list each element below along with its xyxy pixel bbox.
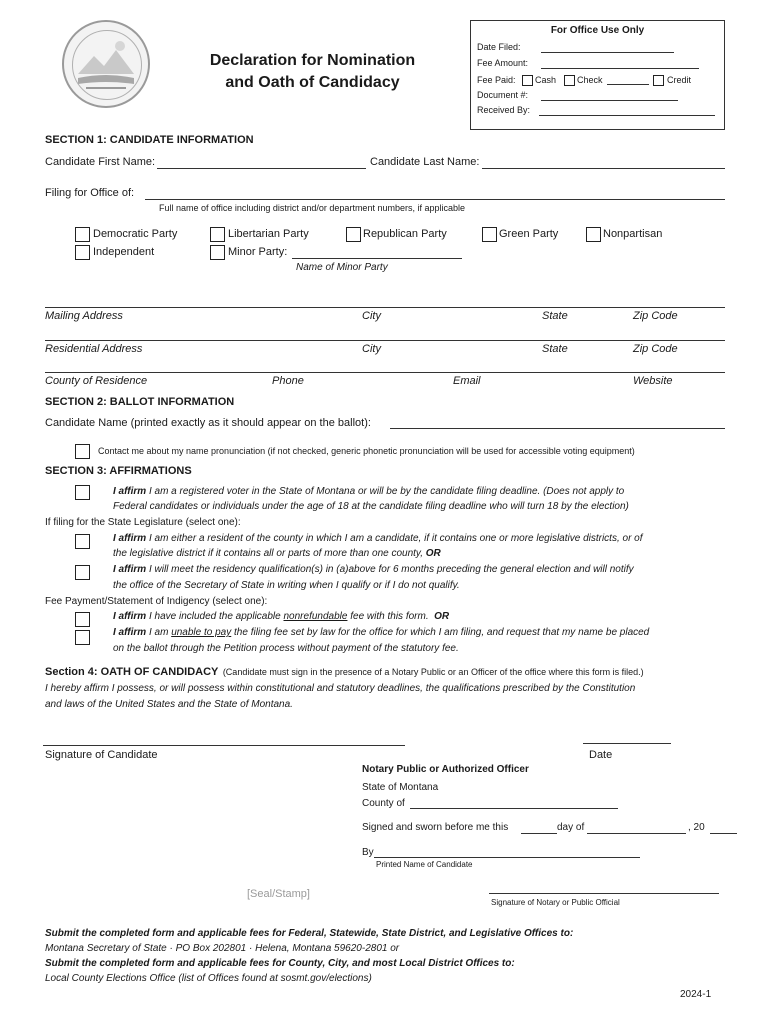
county-label: County of Residence — [45, 375, 148, 387]
by-label: By — [362, 847, 374, 858]
affirm-indigency-l2: on the ballot through the Petition process without payment of the statutory fee. — [113, 643, 459, 654]
last-name-field[interactable] — [482, 168, 725, 169]
section4-heading-row — [45, 662, 644, 680]
affirm-indigency-unable: unable to pay — [171, 627, 232, 638]
affirm-voter-bold: I affirm — [113, 486, 147, 497]
form-version: 2024-1 — [680, 989, 712, 1000]
last-name-label: Candidate Last Name: — [370, 156, 480, 168]
printed-name-field[interactable] — [374, 857, 640, 858]
section4-note: (Candidate must sign in the presence of a Notary Public or an Officer of the office where this form is filed.) — [222, 667, 644, 677]
affirm-indigency-checkbox[interactable] — [75, 630, 90, 645]
affirm-resident-checkbox[interactable] — [75, 534, 90, 549]
mailing-zip-label: Zip Code — [633, 310, 678, 322]
affirm-fee-bold: I affirm — [113, 611, 147, 622]
libertarian-label: Libertarian Party — [228, 228, 309, 240]
credit-label: Credit — [667, 75, 692, 85]
sworn-month-field[interactable] — [587, 833, 686, 834]
fee-payment-label: Fee Payment/Statement of Indigency (select one): — [45, 596, 268, 607]
affirm-fee-checkbox[interactable] — [75, 612, 90, 627]
oath-line-1: I hereby affirm I possess, or will possess within constitutional and statutory deadlines, the qualifications prescribed by the Constitution — [45, 683, 636, 694]
title-line-1: Declaration for Nomination — [209, 52, 416, 69]
check-checkbox[interactable] — [564, 75, 575, 86]
democratic-checkbox[interactable] — [75, 227, 90, 242]
candidate-signature-field[interactable] — [43, 745, 405, 746]
date-filed-label: Date Filed: — [477, 42, 521, 52]
printed-name-label: Printed Name of Candidate — [376, 860, 473, 869]
form-title — [200, 50, 425, 94]
residential-state-label: State — [542, 343, 568, 355]
credit-checkbox[interactable] — [653, 75, 664, 86]
republican-label: Republican Party — [363, 228, 447, 240]
minor-party-field[interactable] — [292, 258, 462, 259]
title-line-2: and Oath of Candidacy — [225, 74, 400, 91]
nonpartisan-label: Nonpartisan — [603, 228, 663, 240]
affirm-resident-or: OR — [425, 548, 441, 559]
filing-office-label: Filing for Office of: — [45, 187, 135, 199]
office-use-heading: For Office Use Only — [550, 25, 645, 36]
county-of-label: County of — [362, 798, 405, 809]
office-use-box — [470, 20, 725, 130]
independent-checkbox[interactable] — [75, 245, 90, 260]
cash-label: Cash — [535, 75, 557, 85]
affirm-fee-pre: I have included the applicable — [146, 611, 284, 622]
sworn-day-field[interactable] — [521, 833, 557, 834]
received-by-field[interactable] — [539, 115, 715, 116]
affirm-qualify-bold: I affirm — [113, 564, 147, 575]
footer-line-3: Submit the completed form and applicable fees for County, City, and most Local District Offices to: — [45, 958, 515, 969]
mailing-address-label: Mailing Address — [45, 310, 123, 322]
footer-line-1: Submit the completed form and applicable fees for Federal, Statewide, State District, and Legislative Offices to: — [45, 928, 574, 939]
phone-label: Phone — [272, 375, 304, 387]
oath-line-2: and laws of the United States and the State of Montana. — [45, 699, 293, 710]
first-name-label: Candidate First Name: — [45, 156, 156, 168]
green-checkbox[interactable] — [482, 227, 497, 242]
email-label: Email — [453, 375, 481, 387]
affirm-fee-or: OR — [434, 611, 450, 622]
notary-signature-label: Signature of Notary or Public Official — [491, 898, 620, 907]
signature-date-field[interactable] — [583, 743, 671, 744]
residential-zip-label: Zip Code — [633, 343, 678, 355]
mailing-state-label: State — [542, 310, 568, 322]
section1-heading: SECTION 1: CANDIDATE INFORMATION — [45, 134, 254, 146]
affirm-voter-l1: I am a registered voter in the State of Montana or will be by the candidate filing deadline. (Does not apply to — [146, 486, 625, 497]
fee-amount-label: Fee Amount: — [477, 58, 529, 68]
ballot-name-field[interactable] — [390, 428, 725, 429]
mailing-address-field[interactable] — [45, 307, 725, 308]
affirm-resident-line2 — [113, 548, 441, 559]
seal-landscape-icon — [64, 22, 148, 106]
seal-stamp-placeholder: [Seal/Stamp] — [247, 888, 310, 900]
footer-line-4: Local County Elections Office (list of Offices found at sosmt.gov/elections) — [45, 973, 372, 984]
section4-heading: Section 4: OATH OF CANDIDACY — [45, 666, 219, 678]
sworn-year-field[interactable] — [710, 833, 737, 834]
date-label: Date — [589, 749, 613, 761]
notary-county-field[interactable] — [410, 808, 618, 809]
pronunciation-checkbox[interactable] — [75, 444, 90, 459]
affirm-fee-post: fee with this form. — [347, 611, 429, 622]
affirm-indigency-post: the filing fee set by law for the office for which I am filing, and request that my name be placed — [231, 627, 650, 638]
affirm-qualify-l2: the office of the Secretary of State in writing when I qualify or if I do not qualify. — [113, 580, 460, 591]
minor-party-help: Name of Minor Party — [296, 262, 388, 273]
mailing-city-label: City — [362, 310, 381, 322]
notary-signature-field[interactable] — [489, 893, 719, 894]
libertarian-checkbox[interactable] — [210, 227, 225, 242]
nonpartisan-checkbox[interactable] — [586, 227, 601, 242]
green-label: Green Party — [499, 228, 559, 240]
affirm-resident-text — [113, 533, 643, 544]
fee-amount-field[interactable] — [541, 68, 699, 69]
pronunciation-label: Contact me about my name pronunciation (if not checked, generic phonetic pronunciation will be used for accessible voting equipment) — [98, 446, 635, 456]
affirm-fee-nonrefundable: nonrefundable — [283, 611, 348, 622]
state-of-montana: State of Montana — [362, 782, 439, 793]
affirm-resident-bold: I affirm — [113, 533, 147, 544]
affirm-voter-checkbox[interactable] — [75, 485, 90, 500]
filing-office-field[interactable] — [145, 199, 725, 200]
year-prefix: , 20 — [688, 822, 705, 833]
residential-address-label: Residential Address — [45, 343, 143, 355]
minor-party-checkbox[interactable] — [210, 245, 225, 260]
affirm-indigency-bold: I affirm — [113, 627, 147, 638]
affirm-resident-l1: I am either a resident of the county in which I am a candidate, if it contains one or more legislative districts, or of — [146, 533, 643, 544]
cash-checkbox[interactable] — [522, 75, 533, 86]
affirm-qualify-text — [113, 564, 634, 575]
section2-heading: SECTION 2: BALLOT INFORMATION — [45, 396, 235, 408]
fee-paid-label: Fee Paid: — [477, 75, 516, 85]
document-field[interactable] — [541, 100, 678, 101]
website-label: Website — [633, 375, 673, 387]
signed-sworn-label: Signed and sworn before me this — [362, 822, 509, 833]
affirm-qualify-checkbox[interactable] — [75, 565, 90, 580]
document-label: Document #: — [477, 90, 529, 100]
republican-checkbox[interactable] — [346, 227, 361, 242]
check-label: Check — [577, 75, 603, 85]
residential-address-field[interactable] — [45, 340, 725, 341]
footer-line-2: Montana Secretary of State · PO Box 202801 · Helena, Montana 59620-2801 or — [45, 943, 400, 954]
affirm-voter-text — [113, 486, 624, 497]
democratic-label: Democratic Party — [93, 228, 178, 240]
affirm-fee-text — [113, 611, 449, 622]
affirm-resident-l2: the legislative district if it contains all or parts of more than one county, — [113, 548, 423, 559]
independent-label: Independent — [93, 246, 155, 258]
date-filed-field[interactable] — [541, 52, 674, 53]
residential-city-label: City — [362, 343, 381, 355]
check-number-field[interactable] — [607, 84, 649, 85]
affirm-indigency-text — [113, 627, 649, 638]
legislature-label: If filing for the State Legislature (select one): — [45, 517, 241, 528]
minor-party-label: Minor Party: — [228, 246, 288, 258]
affirm-voter-l2: Federal candidates or individuals under the age of 18 at the candidate filing deadline who will turn 18 by the election) — [113, 501, 629, 512]
filing-office-help: Full name of office including district and/or department numbers, if applicable — [159, 203, 465, 213]
county-contact-field[interactable] — [45, 372, 725, 373]
first-name-field[interactable] — [157, 168, 366, 169]
affirm-indigency-pre: I am — [146, 627, 172, 638]
candidate-signature-label: Signature of Candidate — [45, 749, 158, 761]
notary-heading: Notary Public or Authorized Officer — [362, 764, 529, 775]
received-by-label: Received By: — [477, 105, 531, 115]
state-seal-logo — [62, 20, 150, 108]
ballot-name-label: Candidate Name (printed exactly as it should appear on the ballot): — [45, 417, 371, 429]
section3-heading: SECTION 3: AFFIRMATIONS — [45, 465, 192, 477]
affirm-qualify-l1: I will meet the residency qualification(s) in (a)above for 6 months preceding the general election and will notify — [146, 564, 634, 575]
day-of-label: day of — [557, 822, 585, 833]
